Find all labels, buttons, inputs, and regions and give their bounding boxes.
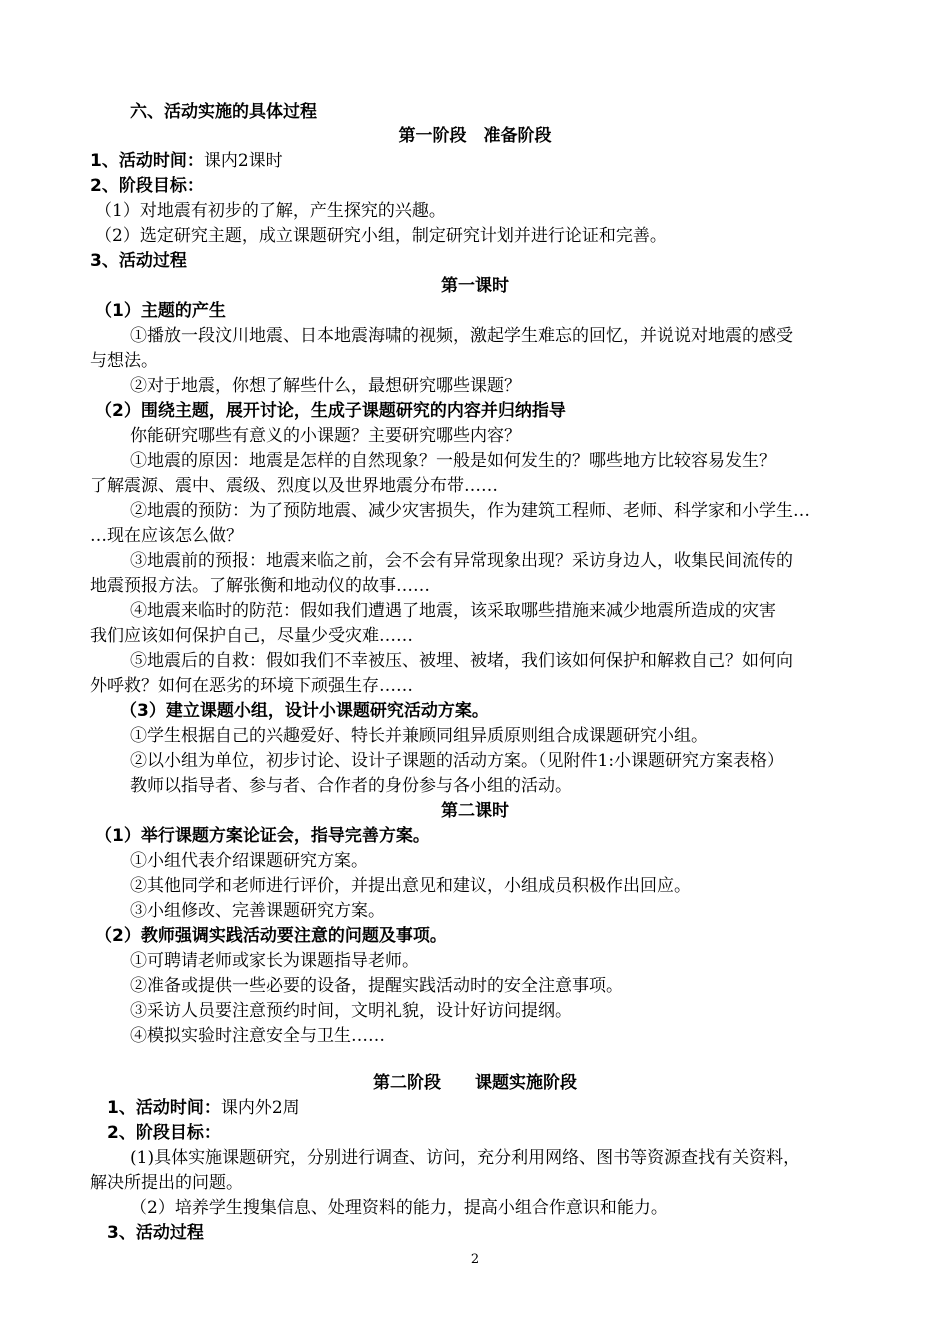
paragraph-line: ③小组修改、完善课题研究方案。 [130, 901, 385, 921]
stage2-time-label: 1、活动时间： [107, 1098, 221, 1118]
paragraph-line: ①可聘请老师或家长为课题指导老师。 [130, 951, 419, 971]
paragraph-line: ④地震来临时的防范：假如我们遭遇了地震，该采取哪些措施来减少地震所造成的灾害 [130, 601, 776, 621]
section-heading: 六、活动实施的具体过程 [130, 102, 317, 122]
paragraph-line: ①地震的原因：地震是怎样的自然现象？一般是如何发生的？哪些地方比较容易发生？ [130, 451, 776, 471]
stage1-goals-label: 2、阶段目标： [90, 176, 204, 196]
paragraph-line: ⑤地震后的自救：假如我们不幸被压、被埋、被堵，我们该如何保护和解救自己？如何向 [130, 651, 793, 671]
paragraph-line: 地震预报方法。了解张衡和地动仪的故事…… [90, 576, 430, 596]
paragraph-line: ③采访人员要注意预约时间，文明礼貌，设计好访问提纲。 [130, 1001, 572, 1021]
paragraph-line: …现在应该怎么做？ [90, 526, 243, 546]
lesson1-subtitle-2: （2）围绕主题，展开讨论，生成子课题研究的内容并归纳指导 [95, 401, 566, 421]
paragraph-line: 教师以指导者、参与者、合作者的身份参与各小组的活动。 [130, 776, 572, 796]
lesson2-title: 第二课时 [441, 801, 509, 821]
stage2-goals-label: 2、阶段目标： [107, 1123, 221, 1143]
paragraph-line: ②其他同学和老师进行评价，并提出意见和建议，小组成员积极作出回应。 [130, 876, 691, 896]
paragraph-line: ④模拟实验时注意安全与卫生…… [130, 1026, 385, 1046]
paragraph-line: ③地震前的预报：地震来临之前，会不会有异常现象出现？采访身边人，收集民间流传的 [130, 551, 793, 571]
paragraph-line: 你能研究哪些有意义的小课题？主要研究哪些内容？ [130, 426, 521, 446]
stage1-time-label: 1、活动时间： [90, 151, 204, 171]
stage2-process-label: 3、活动过程 [107, 1223, 204, 1243]
stage1-time-value: 课内2课时 [203, 151, 283, 171]
stage2-goal: （2）培养学生搜集信息、处理资料的能力，提高小组合作意识和能力。 [130, 1198, 668, 1218]
paragraph-line: 与想法。 [90, 351, 158, 371]
lesson1-subtitle-1: （1）主题的产生 [95, 301, 226, 321]
lesson1-subtitle-3: （3）建立课题小组，设计小课题研究活动方案。 [120, 701, 489, 721]
paragraph-line: ②对于地震，你想了解些什么，最想研究哪些课题？ [130, 376, 521, 396]
paragraph-line: ①学生根据自己的兴趣爱好、特长并兼顾同组异质原则组合成课题研究小组。 [130, 726, 708, 746]
stage2-goal: (1)具体实施课题研究，分别进行调查、访问，充分利用网络、图书等资源查找有关资料， [130, 1148, 801, 1168]
lesson1-title: 第一课时 [441, 276, 509, 296]
stage1-goal: （2）选定研究主题，成立课题研究小组，制定研究计划并进行论证和完善。 [95, 226, 667, 246]
stage2-goal: 解决所提出的问题。 [90, 1173, 243, 1193]
paragraph-line: ②准备或提供一些必要的设备，提醒实践活动时的安全注意事项。 [130, 976, 623, 996]
stage2-time-value: 课内外2周 [220, 1098, 300, 1118]
paragraph-line: ①播放一段汶川地震、日本地震海啸的视频，激起学生难忘的回忆，并说说对地震的感受 [130, 326, 793, 346]
lesson2-subtitle-2: （2）教师强调实践活动要注意的问题及事项。 [95, 926, 447, 946]
stage1-process-label: 3、活动过程 [90, 251, 187, 271]
paragraph-line: 我们应该如何保护自己，尽量少受灾难…… [90, 626, 413, 646]
stage1-goal: （1）对地震有初步的了解，产生探究的兴趣。 [95, 201, 446, 221]
stage1-title: 第一阶段 准备阶段 [398, 126, 552, 146]
paragraph-line: 外呼救？如何在恶劣的环境下顽强生存…… [90, 676, 413, 696]
stage1-time [90, 149, 283, 173]
paragraph-line: ①小组代表介绍课题研究方案。 [130, 851, 368, 871]
paragraph-line: ②地震的预防：为了预防地震、减少灾害损失，作为建筑工程师、老师、科学家和小学生… [130, 501, 810, 521]
stage2-time [107, 1096, 300, 1120]
lesson2-subtitle-1: （1）举行课题方案论证会，指导完善方案。 [95, 826, 430, 846]
page-number: 2 [470, 1252, 480, 1267]
stage2-title: 第二阶段 课题实施阶段 [373, 1073, 577, 1093]
paragraph-line: ②以小组为单位，初步讨论、设计子课题的活动方案。（见附件1:小课题研究方案表格） [130, 751, 785, 771]
paragraph-line: 了解震源、震中、震级、烈度以及世界地震分布带…… [90, 476, 498, 496]
